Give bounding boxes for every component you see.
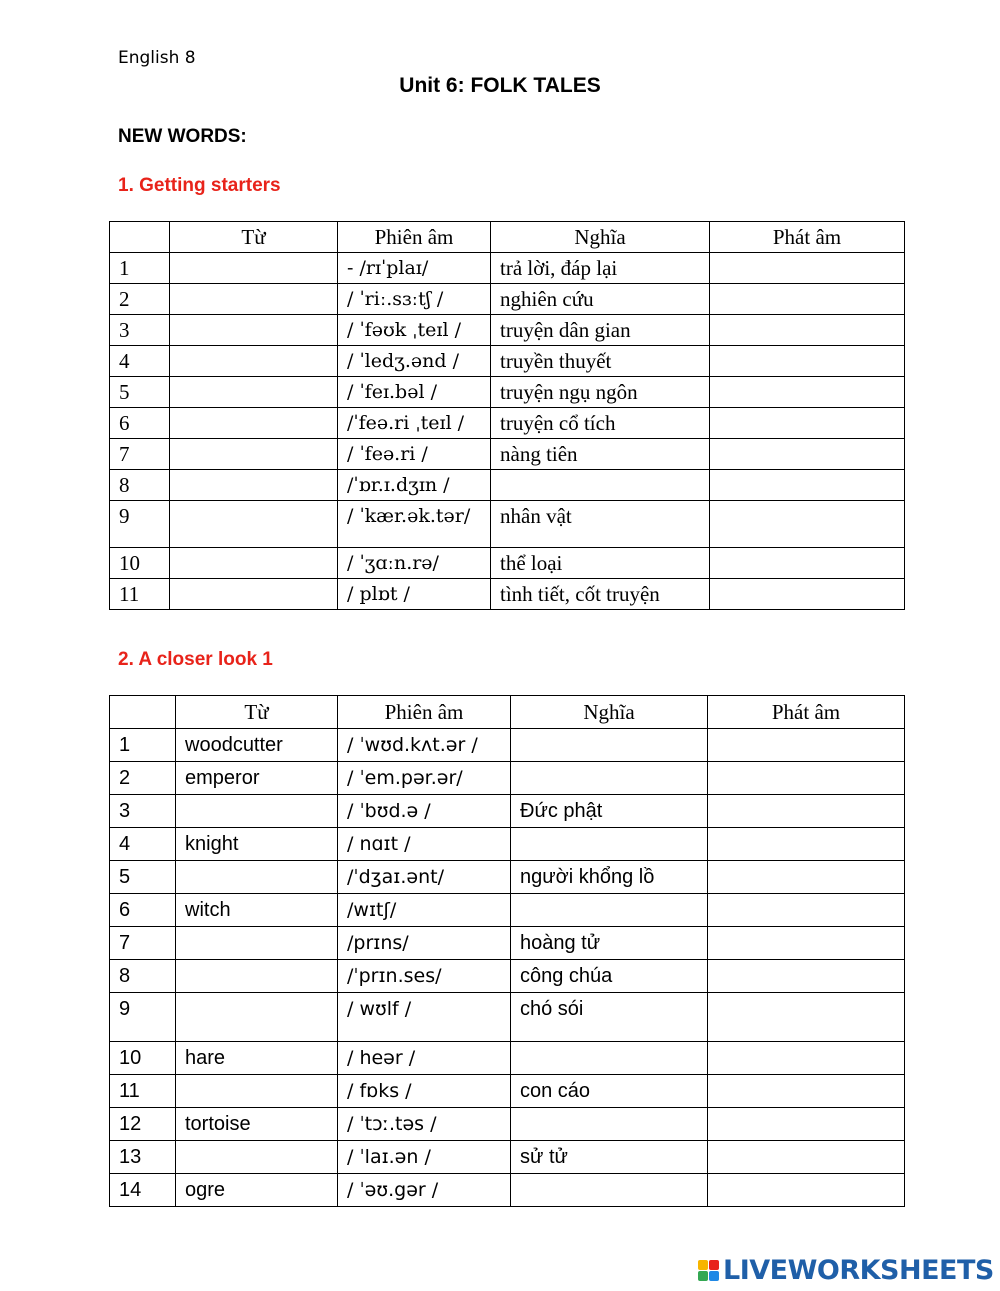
table-header-row [110,222,905,253]
row-number: 2 [110,284,170,315]
meaning-cell [511,1174,708,1207]
meaning-cell: sử tử [511,1141,708,1174]
word-cell [170,548,338,579]
pronunciation-cell[interactable] [710,439,905,470]
meaning-cell: hoàng tử [511,927,708,960]
meaning-cell: truyền thuyết [491,346,710,377]
meaning-cell: nàng tiên [491,439,710,470]
table-row [110,284,905,315]
meaning-cell: thể loại [491,548,710,579]
meaning-cell: truyện dân gian [491,315,710,346]
column-header [110,222,170,253]
ipa-cell: / ˈbʊd.ə / [338,795,511,828]
section-title-closer-look: 2. A closer look 1 [118,649,273,670]
pronunciation-cell[interactable] [708,1075,905,1108]
ipa-cell: /wɪtʃ/ [338,894,511,927]
table-row [110,960,905,993]
table-body [110,253,905,610]
pronunciation-cell[interactable] [708,960,905,993]
meaning-cell: nghiên cứu [491,284,710,315]
column-header: Phát âm [708,696,905,729]
meaning-cell: truyện ngụ ngôn [491,377,710,408]
column-header: Nghĩa [491,222,710,253]
word-cell [176,1141,338,1174]
meaning-cell: người khổng lồ [511,861,708,894]
row-number: 12 [110,1108,176,1141]
section-title-getting-starters: 1. Getting starters [118,175,281,196]
word-cell [170,284,338,315]
table-row [110,1108,905,1141]
column-header [110,696,176,729]
word-cell: hare [176,1042,338,1075]
row-number: 10 [110,548,170,579]
word-cell [170,439,338,470]
row-number: 1 [110,729,176,762]
ipa-cell: /ˈfeə.ri ˌteɪl / [338,408,491,439]
table-row [110,470,905,501]
ipa-cell: /ˈprɪn.ses/ [338,960,511,993]
pronunciation-cell[interactable] [708,894,905,927]
ipa-cell: / ˈtɔː.təs / [338,1108,511,1141]
table-row [110,346,905,377]
table-row [110,377,905,408]
word-cell [176,927,338,960]
word-cell [170,408,338,439]
table-row [110,894,905,927]
word-cell [170,315,338,346]
row-number: 2 [110,762,176,795]
table-row [110,253,905,284]
row-number: 3 [110,315,170,346]
ipa-cell: /ˈdʒaɪ.ənt/ [338,861,511,894]
pronunciation-cell[interactable] [708,828,905,861]
ipa-cell: / ˈriː.sɜːtʃ / [338,284,491,315]
row-number: 8 [110,960,176,993]
word-cell: witch [176,894,338,927]
pronunciation-cell[interactable] [708,1141,905,1174]
row-number: 10 [110,1042,176,1075]
column-header: Từ [176,696,338,729]
pronunciation-cell[interactable] [710,377,905,408]
logo-text: LIVEWORKSHEETS [723,1254,994,1286]
word-cell [176,795,338,828]
column-header: Phiên âm [338,696,511,729]
meaning-cell: truyện cổ tích [491,408,710,439]
word-cell: ogre [176,1174,338,1207]
word-cell: emperor [176,762,338,795]
row-number: 5 [110,861,176,894]
meaning-cell [491,470,710,501]
row-number: 7 [110,927,176,960]
pronunciation-cell[interactable] [710,253,905,284]
word-cell [170,346,338,377]
ipa-cell: /ˈɒr.ɪ.dʒɪn / [338,470,491,501]
ipa-cell: / plɒt / [338,579,491,610]
column-header: Từ [170,222,338,253]
table-row [110,315,905,346]
meaning-cell [511,729,708,762]
meaning-cell: Đức phật [511,795,708,828]
pronunciation-cell[interactable] [708,729,905,762]
pronunciation-cell[interactable] [710,579,905,610]
word-cell [170,377,338,408]
table-row [110,1174,905,1207]
word-cell [176,960,338,993]
word-cell: knight [176,828,338,861]
ipa-cell: - /rɪˈplaɪ/ [338,253,491,284]
row-number: 6 [110,894,176,927]
meaning-cell [511,762,708,795]
pronunciation-cell[interactable] [710,408,905,439]
word-cell: tortoise [176,1108,338,1141]
row-number: 14 [110,1174,176,1207]
table-row [110,1075,905,1108]
row-number: 1 [110,253,170,284]
ipa-cell: / heər / [338,1042,511,1075]
row-number: 13 [110,1141,176,1174]
ipa-cell: / ˈəʊ.gər / [338,1174,511,1207]
table-body [110,729,905,1207]
new-words-heading: NEW WORDS: [118,126,247,147]
table-row [110,501,905,548]
course-label: English 8 [118,48,196,68]
word-cell [176,861,338,894]
ipa-cell: / ˈlaɪ.ən / [338,1141,511,1174]
pronunciation-cell[interactable] [708,861,905,894]
row-number: 9 [110,993,176,1042]
pronunciation-cell[interactable] [710,315,905,346]
vocab-table-getting-starters [109,221,905,610]
pronunciation-cell[interactable] [708,762,905,795]
table-row [110,861,905,894]
table-row [110,993,905,1042]
pronunciation-cell[interactable] [710,501,905,548]
pronunciation-cell[interactable] [710,284,905,315]
table-row [110,795,905,828]
pronunciation-cell[interactable] [710,346,905,377]
word-cell [170,470,338,501]
table-row [110,828,905,861]
logo-icon [698,1260,719,1281]
ipa-cell: / nɑɪt / [338,828,511,861]
meaning-cell [511,894,708,927]
table-row [110,1141,905,1174]
pronunciation-cell[interactable] [708,993,905,1042]
ipa-cell: / ˈfeə.ri / [338,439,491,470]
table-row [110,579,905,610]
word-cell [170,501,338,548]
row-number: 8 [110,470,170,501]
pronunciation-cell[interactable] [710,470,905,501]
row-number: 3 [110,795,176,828]
pronunciation-cell[interactable] [708,1174,905,1207]
row-number: 4 [110,346,170,377]
ipa-cell: / ˈledʒ.ənd / [338,346,491,377]
row-number: 5 [110,377,170,408]
row-number: 9 [110,501,170,548]
row-number: 7 [110,439,170,470]
row-number: 4 [110,828,176,861]
pronunciation-cell[interactable] [710,548,905,579]
table-row [110,408,905,439]
row-number: 6 [110,408,170,439]
table-row [110,927,905,960]
pronunciation-cell[interactable] [708,795,905,828]
pronunciation-cell[interactable] [708,927,905,960]
meaning-cell [511,828,708,861]
table-row [110,548,905,579]
meaning-cell [511,1042,708,1075]
liveworksheets-logo [698,1252,994,1288]
meaning-cell: con cáo [511,1075,708,1108]
word-cell [170,579,338,610]
page-title: Unit 6: FOLK TALES [399,74,601,97]
word-cell [176,1075,338,1108]
word-cell [170,253,338,284]
meaning-cell: chó sói [511,993,708,1042]
meaning-cell [511,1108,708,1141]
ipa-cell: / fɒks / [338,1075,511,1108]
meaning-cell: trả lời, đáp lại [491,253,710,284]
table-header-row [110,696,905,729]
ipa-cell: /prɪns/ [338,927,511,960]
row-number: 11 [110,579,170,610]
ipa-cell: / wʊlf / [338,993,511,1042]
ipa-cell: / ˈfəʊk ˌteɪl / [338,315,491,346]
table-row [110,439,905,470]
table-row [110,762,905,795]
table-row [110,1042,905,1075]
meaning-cell: tình tiết, cốt truyện [491,579,710,610]
column-header: Nghĩa [511,696,708,729]
ipa-cell: / ˈfeɪ.bəl / [338,377,491,408]
pronunciation-cell[interactable] [708,1042,905,1075]
pronunciation-cell[interactable] [708,1108,905,1141]
vocab-table-closer-look [109,695,905,1207]
table-row [110,729,905,762]
ipa-cell: / ˈʒɑːn.rə/ [338,548,491,579]
column-header: Phát âm [710,222,905,253]
ipa-cell: / ˈkær.ək.tər/ [338,501,491,548]
word-cell: woodcutter [176,729,338,762]
column-header: Phiên âm [338,222,491,253]
word-cell [176,993,338,1042]
ipa-cell: / ˈwʊd.kʌt.ər / [338,729,511,762]
row-number: 11 [110,1075,176,1108]
meaning-cell: nhân vật [491,501,710,548]
meaning-cell: công chúa [511,960,708,993]
ipa-cell: / ˈem.pər.ər/ [338,762,511,795]
